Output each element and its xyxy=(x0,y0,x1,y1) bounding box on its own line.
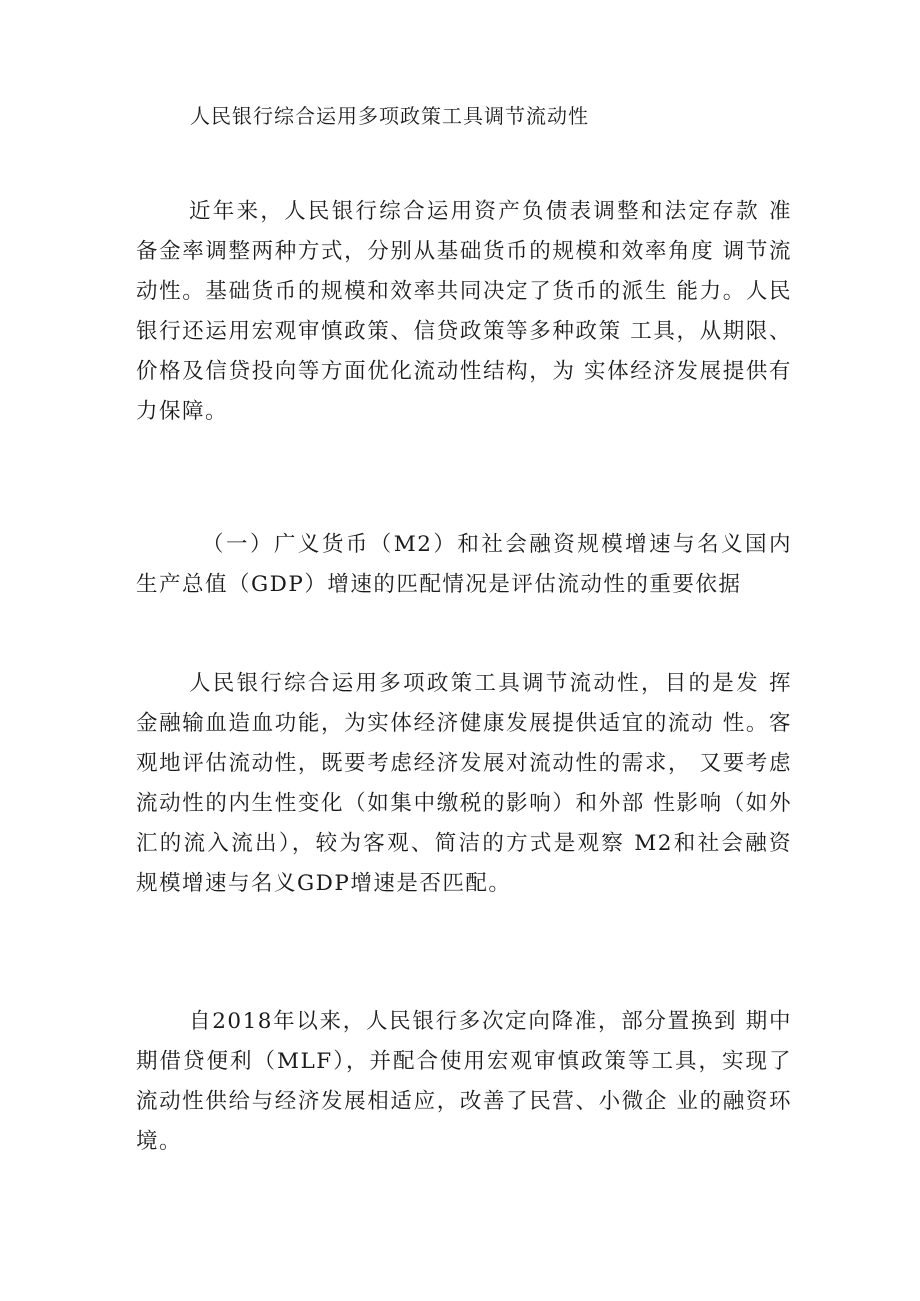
document-title: 人民银行综合运用多项政策工具调节流动性 xyxy=(190,104,589,128)
paragraph-evaluation: 人民银行综合运用多项政策工具调节流动性，目的是发 挥金融输血造血功能，为实体经济健康发展提供适宜的流动 性。客观地评估流动性，既要考虑经济发展对流动性的需求， 又要考虑流动性的内生性变化（如集中缴税的影响）和外部 性影响（如外汇的流入流出），较为客观、简洁的方式是观察 M2和社会融资规模增速与名义GDP增速是否匹配。 xyxy=(136,671,792,896)
section-heading: （一）广义货币（M2）和社会融资规模增速与名义国内 生产总值（GDP）增速的匹配情况是评估流动性的重要依据 xyxy=(136,532,792,597)
paragraph-since-2018: 自2018年以来，人民银行多次定向降准，部分置换到 期中期借贷便利（MLF），并配合使用宏观审慎政策等工具，实现了流动性供给与经济发展相适应，改善了民营、小微企 业的融资环境。 xyxy=(136,1009,792,1154)
paragraph-intro: 近年来，人民银行综合运用资产负债表调整和法定存款 准备金率调整两种方式，分别从基础货币的规模和效率角度 调节流动性。基础货币的规模和效率共同决定了货币的派生 能力。人民银行还运用宏观审慎政策、信贷政策等多种政策 工具，从期限、价格及信贷投向等方面优化流动性结构，为 实体经济发展提供有力保障。 xyxy=(136,199,792,424)
